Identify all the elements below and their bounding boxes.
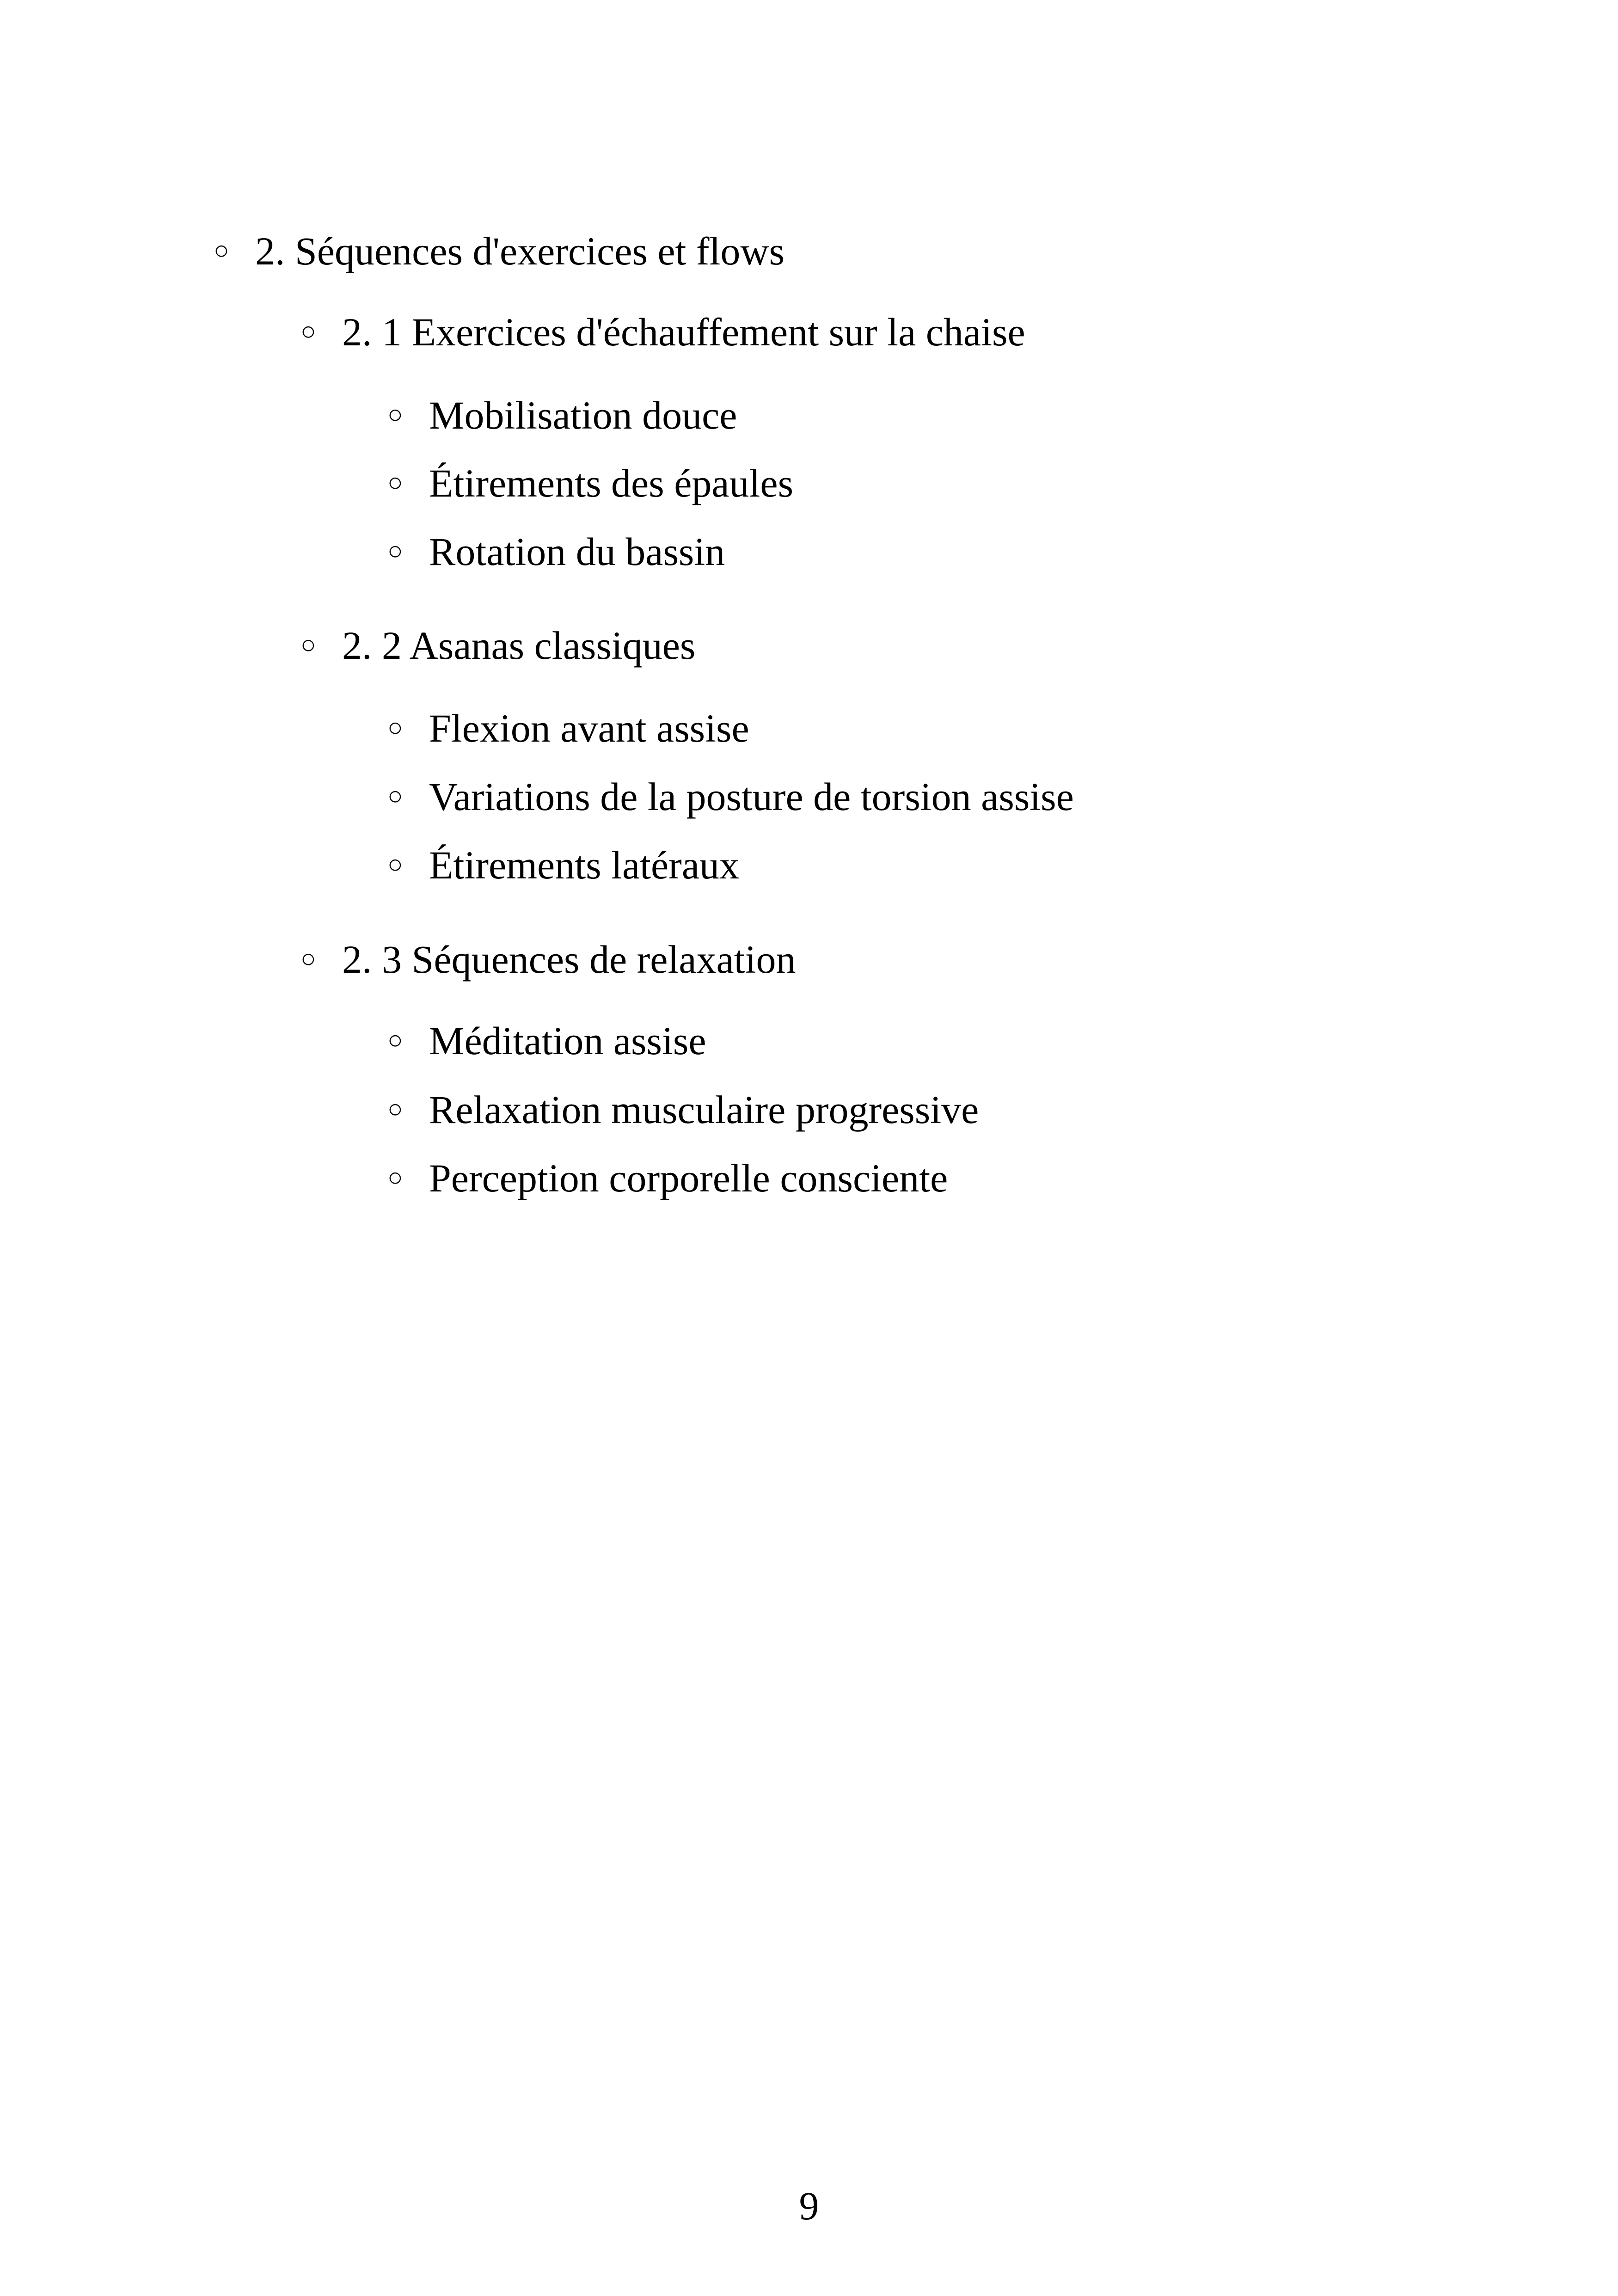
bullet-icon: ○ [387,400,403,429]
list-item [387,1158,948,1198]
section-label: 2. Séquences d'exercices et flows [255,229,785,273]
bullet-icon: ○ [387,713,403,742]
list-item [387,1021,706,1061]
bullet-icon: ○ [300,945,316,973]
bullet-icon: ○ [387,1163,403,1192]
list-item [387,1087,979,1132]
list-item-label: Perception corporelle consciente [429,1156,948,1200]
subsection-label: 2. 2 Asanas classiques [342,623,696,668]
outline-subsection-2-1 [300,312,1025,352]
list-item [387,774,1074,819]
list-item [387,845,739,885]
list-item [387,708,749,748]
page-number: 9 [799,2184,819,2228]
bullet-icon: ○ [300,631,316,659]
list-item [387,529,725,574]
list-item-label: Rotation du bassin [429,529,725,574]
bullet-icon: ○ [387,782,403,810]
bullet-icon: ○ [387,1095,403,1123]
bullet-icon: ○ [214,236,229,265]
outline-subsection-2-3 [300,937,796,982]
outline-section-2 [214,231,784,271]
list-item-label: Étirements latéraux [429,843,739,887]
list-item [387,395,737,435]
list-item-label: Relaxation musculaire progressive [429,1087,979,1132]
subsection-label: 2. 1 Exercices d'échauffement sur la chaise [342,310,1025,354]
list-item-label: Mobilisation douce [429,393,737,437]
bullet-icon: ○ [387,850,403,879]
list-item-label: Étirements des épaules [429,461,794,505]
bullet-icon: ○ [387,468,403,497]
bullet-icon: ○ [300,317,316,346]
outline-subsection-2-2 [300,623,696,668]
bullet-icon: ○ [387,1026,403,1055]
bullet-icon: ○ [387,537,403,565]
list-item [387,463,793,503]
subsection-label: 2. 3 Séquences de relaxation [342,937,796,982]
list-item-label: Variations de la posture de torsion assise [429,774,1074,819]
list-item-label: Flexion avant assise [429,706,749,750]
list-item-label: Méditation assise [429,1019,706,1063]
